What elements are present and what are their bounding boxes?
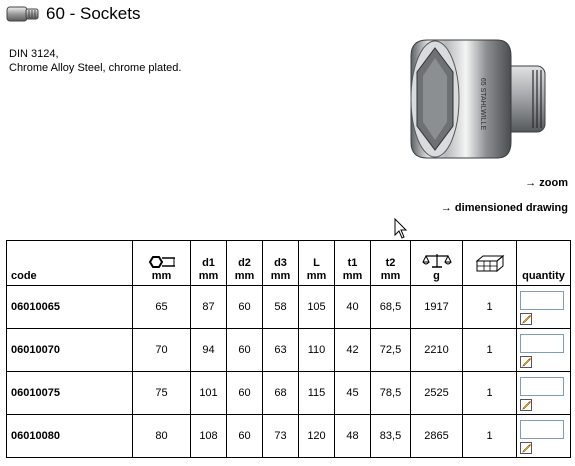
socket-icon bbox=[6, 5, 42, 23]
cell-g: 1917 bbox=[411, 286, 463, 329]
arrow-right-icon: → bbox=[525, 177, 537, 189]
cell-t2: 68,5 bbox=[371, 286, 411, 329]
cell-t2: 83,5 bbox=[371, 415, 411, 458]
column-header-size bbox=[133, 241, 191, 286]
cell-g: 2865 bbox=[411, 415, 463, 458]
cell-quantity bbox=[517, 329, 571, 372]
cell-d3: 63 bbox=[263, 329, 299, 372]
column-header-package bbox=[463, 241, 517, 286]
quantity-input[interactable] bbox=[520, 291, 564, 310]
column-header-d2: d2 mm bbox=[227, 241, 263, 286]
dimensioned-drawing-label: dimensioned drawing bbox=[454, 202, 568, 214]
cell-s: 70 bbox=[133, 329, 191, 372]
hex-wrench-icon bbox=[147, 255, 177, 269]
cell-code: 06010070 bbox=[7, 329, 133, 372]
cell-d1: 87 bbox=[191, 286, 227, 329]
column-header-L: L mm bbox=[299, 241, 335, 286]
cell-d3: 58 bbox=[263, 286, 299, 329]
cell-d3: 68 bbox=[263, 372, 299, 415]
column-header-t1: t1 mm bbox=[335, 241, 371, 286]
unit-label: g bbox=[433, 270, 440, 282]
svg-text:65 STAHLWILLE: 65 STAHLWILLE bbox=[479, 77, 486, 131]
page-title: 60 - Sockets bbox=[46, 4, 141, 23]
cell-t2: 78,5 bbox=[371, 372, 411, 415]
column-header-t2: t2 mm bbox=[371, 241, 411, 286]
cell-d1: 108 bbox=[191, 415, 227, 458]
cell-s: 75 bbox=[133, 372, 191, 415]
table-row bbox=[7, 329, 571, 372]
page-header bbox=[6, 2, 141, 26]
quantity-input[interactable] bbox=[520, 420, 564, 439]
cell-quantity bbox=[517, 286, 571, 329]
zoom-label: zoom bbox=[539, 177, 568, 189]
table-row bbox=[7, 415, 571, 458]
cell-pack: 1 bbox=[463, 415, 517, 458]
cell-pack: 1 bbox=[463, 286, 517, 329]
cell-code: 06010065 bbox=[7, 286, 133, 329]
arrow-right-icon: → bbox=[440, 202, 452, 214]
quantity-input[interactable] bbox=[520, 334, 564, 353]
cell-d1: 94 bbox=[191, 329, 227, 372]
cell-pack: 1 bbox=[463, 372, 517, 415]
table-row bbox=[7, 372, 571, 415]
cell-d2: 60 bbox=[227, 372, 263, 415]
pencil-edit-icon[interactable] bbox=[520, 399, 532, 411]
mouse-cursor-icon bbox=[394, 218, 408, 240]
dimensioned-drawing-link[interactable] bbox=[441, 202, 568, 214]
quantity-input[interactable] bbox=[520, 377, 564, 396]
description-material: Chrome Alloy Steel, chrome plated. bbox=[9, 62, 182, 74]
cell-d2: 60 bbox=[227, 286, 263, 329]
socket-product-image[interactable] bbox=[405, 34, 551, 164]
cell-d2: 60 bbox=[227, 415, 263, 458]
cell-g: 2525 bbox=[411, 372, 463, 415]
description-standard: DIN 3124, bbox=[9, 48, 59, 60]
table-row bbox=[7, 286, 571, 329]
cell-L: 105 bbox=[299, 286, 335, 329]
column-header-d3: d3 mm bbox=[263, 241, 299, 286]
cell-code: 06010080 bbox=[7, 415, 133, 458]
cell-quantity bbox=[517, 372, 571, 415]
table-header-row bbox=[7, 241, 571, 286]
column-header-weight bbox=[411, 241, 463, 286]
cell-s: 80 bbox=[133, 415, 191, 458]
cell-d2: 60 bbox=[227, 329, 263, 372]
cell-t1: 42 bbox=[335, 329, 371, 372]
column-header-code: code bbox=[7, 241, 133, 286]
pencil-edit-icon[interactable] bbox=[520, 442, 532, 454]
cell-t1: 45 bbox=[335, 372, 371, 415]
cell-t1: 40 bbox=[335, 286, 371, 329]
product-description bbox=[9, 47, 181, 75]
cell-d1: 101 bbox=[191, 372, 227, 415]
cell-L: 120 bbox=[299, 415, 335, 458]
product-table bbox=[6, 240, 571, 458]
cell-L: 115 bbox=[299, 372, 335, 415]
cell-g: 2210 bbox=[411, 329, 463, 372]
zoom-link[interactable] bbox=[525, 177, 568, 189]
package-icon bbox=[475, 254, 505, 272]
cell-t2: 72,5 bbox=[371, 329, 411, 372]
cell-quantity bbox=[517, 415, 571, 458]
cell-s: 65 bbox=[133, 286, 191, 329]
scale-icon bbox=[422, 253, 452, 269]
pencil-edit-icon[interactable] bbox=[520, 313, 532, 325]
column-header-quantity: quantity bbox=[517, 241, 571, 286]
pencil-edit-icon[interactable] bbox=[520, 356, 532, 368]
cell-L: 110 bbox=[299, 329, 335, 372]
cell-t1: 48 bbox=[335, 415, 371, 458]
unit-label: mm bbox=[151, 270, 172, 282]
column-header-d1: d1 mm bbox=[191, 241, 227, 286]
cell-code: 06010075 bbox=[7, 372, 133, 415]
cell-d3: 73 bbox=[263, 415, 299, 458]
cell-pack: 1 bbox=[463, 329, 517, 372]
